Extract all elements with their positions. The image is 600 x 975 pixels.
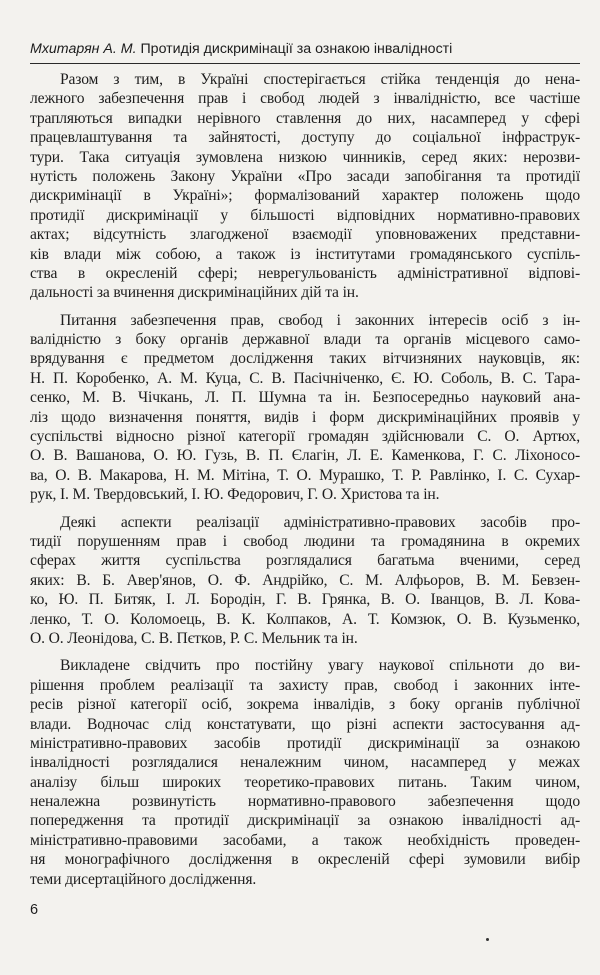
text-line: ресів різної категорії осіб, зокрема інвалідів, з боку органів публічної	[30, 696, 580, 714]
text-line: тидії порушенням прав і свобод людини та громадянина в окремих	[30, 532, 580, 550]
text-line: О. О. Леонідова, С. В. Пєтков, Р. С. Мельник та ін.	[30, 629, 358, 647]
body-text	[30, 70, 580, 897]
text-line: ків влади між собою, а також із інститутами громадянського суспіль-	[30, 245, 580, 263]
text-line: влади. Водночас слід констатувати, що різні аспекти застосування ад-	[30, 715, 580, 733]
text-line: сенко, М. В. Чічкань, Л. П. Шумна та ін. Безпосередньо науковий ана-	[30, 389, 580, 407]
running-header	[30, 40, 580, 58]
text-line: працевлаштування та зайнятості, доступу до соціальної інфраструк-	[30, 129, 580, 147]
header-author: Мхитарян А. М.	[30, 41, 137, 57]
text-line: рук, І. М. Твердовський, І. Ю. Федорович, Г. О. Христова та ін.	[30, 486, 440, 504]
text-line: нутість положень Закону України «Про засади запобігання та протидії	[30, 167, 580, 185]
text-line: Деякі аспекти реалізації адміністративно-правових засобів про-	[60, 513, 580, 531]
text-line: актах; відсутність злагодженої взаємодії уповноважених представни-	[30, 226, 580, 244]
text-line: ленко, Т. О. Коломоець, В. К. Колпаков, А. Т. Комзюк, О. В. Кузьменко,	[30, 610, 580, 628]
header-rule	[30, 63, 580, 64]
text-line: ко, Ю. П. Битяк, І. Л. Бородін, Г. В. Грянка, В. О. Іванцов, В. Л. Кова-	[30, 591, 580, 609]
text-line: О. В. Вашанова, О. Ю. Гузь, В. П. Єлагін, Л. Е. Каменкова, Г. С. Ліхоносо-	[30, 447, 580, 465]
text-line: валідністю з боку органів державної влади та органів місцевого само-	[30, 331, 580, 349]
text-line: аналізу більш широких теоретико-правових питань. Таким чином,	[30, 773, 580, 791]
text-line: ства в окресленій сфері; неврегульованість адміністративної відпові-	[30, 264, 580, 282]
text-line: ня монографічного дослідження в окресленій сфері зумовили вибір	[30, 851, 580, 869]
text-line: яких: В. Б. Авер'янов, О. Ф. Андрійко, С. М. Алфьоров, В. М. Бевзен-	[30, 571, 580, 589]
text-line: лежного забезпечення прав і свобод людей з інвалідністю, все частіше	[30, 90, 580, 108]
text-line: тури. Така ситуація зумовлена низкою чинників, серед яких: нерозви-	[30, 148, 580, 166]
paragraph	[30, 656, 580, 889]
text-line: ліз щодо визначення поняття, видів і форм дискримінаційних проявів у	[30, 408, 580, 426]
text-line: попередження та протидії дискримінації за ознакою інвалідності ад-	[30, 812, 580, 830]
text-line: Разом з тим, в Україні спостерігається стійка тенденція до нена-	[60, 71, 580, 88]
paragraph	[30, 70, 580, 303]
print-speck	[486, 938, 489, 941]
text-line: сферах життя суспільства розглядалися багатьма вченими, серед	[30, 552, 580, 570]
text-line: неналежна розвинутість нормативно-правового забезпечення щодо	[30, 793, 580, 811]
text-line: трапляються випадки нерівного ставлення до них, насамперед у сфері	[30, 109, 580, 127]
text-line: Н. П. Коробенко, А. М. Куца, С. В. Пасічніченко, Є. Ю. Соболь, В. С. Тара-	[30, 369, 580, 387]
text-line: дискримінації в Україні»; формалізований характер положень щодо	[30, 187, 580, 205]
text-line: дальності за вчинення дискримінаційних дій та ін.	[30, 284, 359, 302]
text-line: Викладене свідчить про постійну увагу наукової спільноти до ви-	[60, 657, 580, 675]
text-line: інвалідності розглядалися неналежним чином, насамперед у межах	[30, 754, 580, 772]
text-line: протидії дискримінації у більшості відповідних нормативно-правових	[30, 206, 580, 224]
header-title: Протидія дискримінації за ознакою інвалідності	[140, 41, 453, 57]
text-line: Питання забезпечення прав, свобод і законних інтересів осіб з ін-	[60, 311, 580, 329]
paragraph	[30, 311, 580, 505]
paragraph	[30, 513, 580, 649]
page-number: 6	[30, 902, 39, 918]
text-line: теми дисертаційного дослідження.	[30, 870, 257, 888]
text-line: міністративно-правовими засобами, а також необхідність проведен-	[30, 831, 580, 849]
text-line: суспільстві відносно різної категорії громадян здійснювали С. О. Артюх,	[30, 428, 580, 446]
text-line: міністративно-правових засобів протидії дискримінації за ознакою	[30, 734, 580, 752]
text-line: рішення проблем реалізації та захисту прав, свобод і законних інте-	[30, 676, 580, 694]
text-line: врядування є предметом дослідження таких вітчизняних науковців, як:	[30, 350, 580, 368]
text-line: ва, О. В. Макарова, Н. М. Мітіна, Т. О. Мурашко, Т. Р. Равлінко, І. С. Сухар-	[30, 466, 580, 484]
